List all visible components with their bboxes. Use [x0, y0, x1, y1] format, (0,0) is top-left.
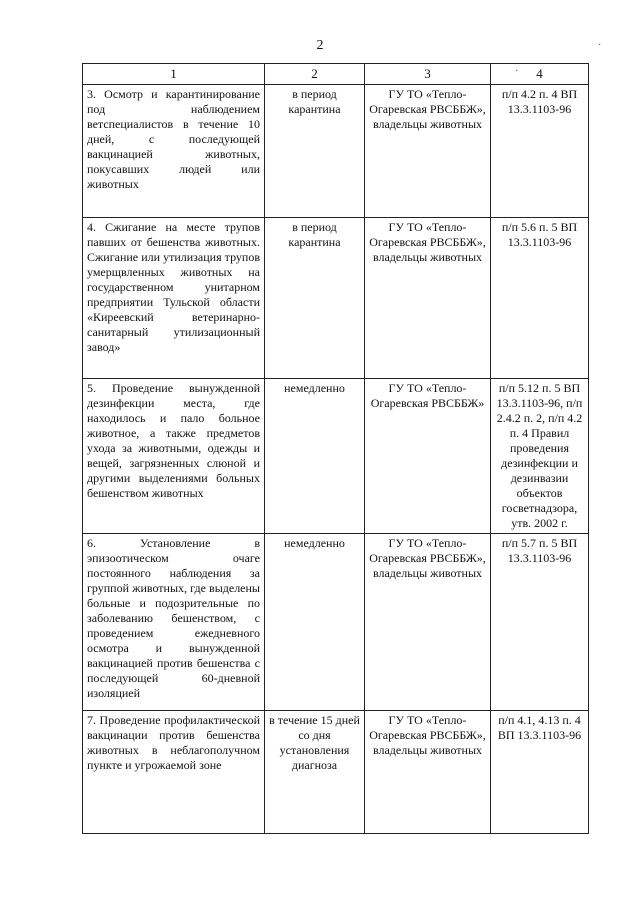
column-header-3: 3 — [365, 64, 491, 85]
table-row — [83, 711, 589, 834]
reference-cell: п/п 4.1, 4.13 п. 4 ВП 13.3.1103-96 — [491, 711, 589, 834]
reference-cell: п/п 5.12 п. 5 ВП 13.3.1103-96, п/п 2.4.2 п. 2, п/п 4.2 п. 4 Правил проведения дезинфекции и дезинвазии объектов госветнадзора, утв. 2002 г. — [491, 379, 589, 534]
responsible-cell: ГУ ТО «Тепло-Огаревская РВСББЖ», владельцы животных — [365, 534, 491, 711]
table-row — [83, 379, 589, 534]
measure-cell: 4. Сжигание на месте трупов павших от бешенства животных. Сжигание или утилизация трупов умерщвленных животных на государственном унитарном предприятии Тульской области «Киреевский ветеринарно-санитарный утилизационный завод» — [83, 218, 265, 379]
timing-cell: в период карантина — [265, 85, 365, 218]
responsible-cell: ГУ ТО «Тепло-Огаревская РВСББЖ», владельцы животных — [365, 711, 491, 834]
table-header — [83, 64, 589, 85]
measures-table — [82, 63, 589, 834]
measure-cell: 6. Установление в эпизоотическом очаге постоянного наблюдения за группой животных, где выделены больные и подозрительные по заболеванию бешенством, с проведением ежедневного осмотра и вынужденной вакцинацией против бешенства с последующей 60-дневной изоляцией — [83, 534, 265, 711]
timing-cell: в период карантина — [265, 218, 365, 379]
timing-cell: немедленно — [265, 379, 365, 534]
column-header-1: 1 — [83, 64, 265, 85]
responsible-cell: ГУ ТО «Тепло-Огаревская РВСББЖ», владельцы животных — [365, 218, 491, 379]
table-row — [83, 218, 589, 379]
scan-speck: · — [515, 66, 519, 77]
measure-cell: 5. Проведение вынужденной дезинфекции места, где находилось и пало больное животное, а также предметов ухода за животными, одежды и вещей, загрязненных слюной и другими выделениями больных бешенством животных — [83, 379, 265, 534]
measure-cell: 7. Проведение профилактической вакцинации против бешенства животных в неблагополучном пункте и угрожаемой зоне — [83, 711, 265, 834]
page-number: 2 — [316, 38, 324, 53]
table-row — [83, 534, 589, 711]
reference-cell: п/п 4.2 п. 4 ВП 13.3.1103-96 — [491, 85, 589, 218]
reference-cell: п/п 5.7 п. 5 ВП 13.3.1103-96 — [491, 534, 589, 711]
responsible-cell: ГУ ТО «Тепло-Огаревская РВСББЖ», владельцы животных — [365, 85, 491, 218]
reference-cell: п/п 5.6 п. 5 ВП 13.3.1103-96 — [491, 218, 589, 379]
table-row — [83, 85, 589, 218]
responsible-cell: ГУ ТО «Тепло-Огаревская РВСББЖ» — [365, 379, 491, 534]
measure-cell: 3. Осмотр и карантинирование под наблюдением ветспециалистов в течение 10 дней, с последующей вакцинацией животных, покусавших людей или животных — [83, 85, 265, 218]
timing-cell: в течение 15 дней со дня установления диагноза — [265, 711, 365, 834]
scan-speck: · — [598, 40, 602, 51]
column-header-2: 2 — [265, 64, 365, 85]
column-header-4: 4 — [491, 64, 589, 85]
timing-cell: немедленно — [265, 534, 365, 711]
